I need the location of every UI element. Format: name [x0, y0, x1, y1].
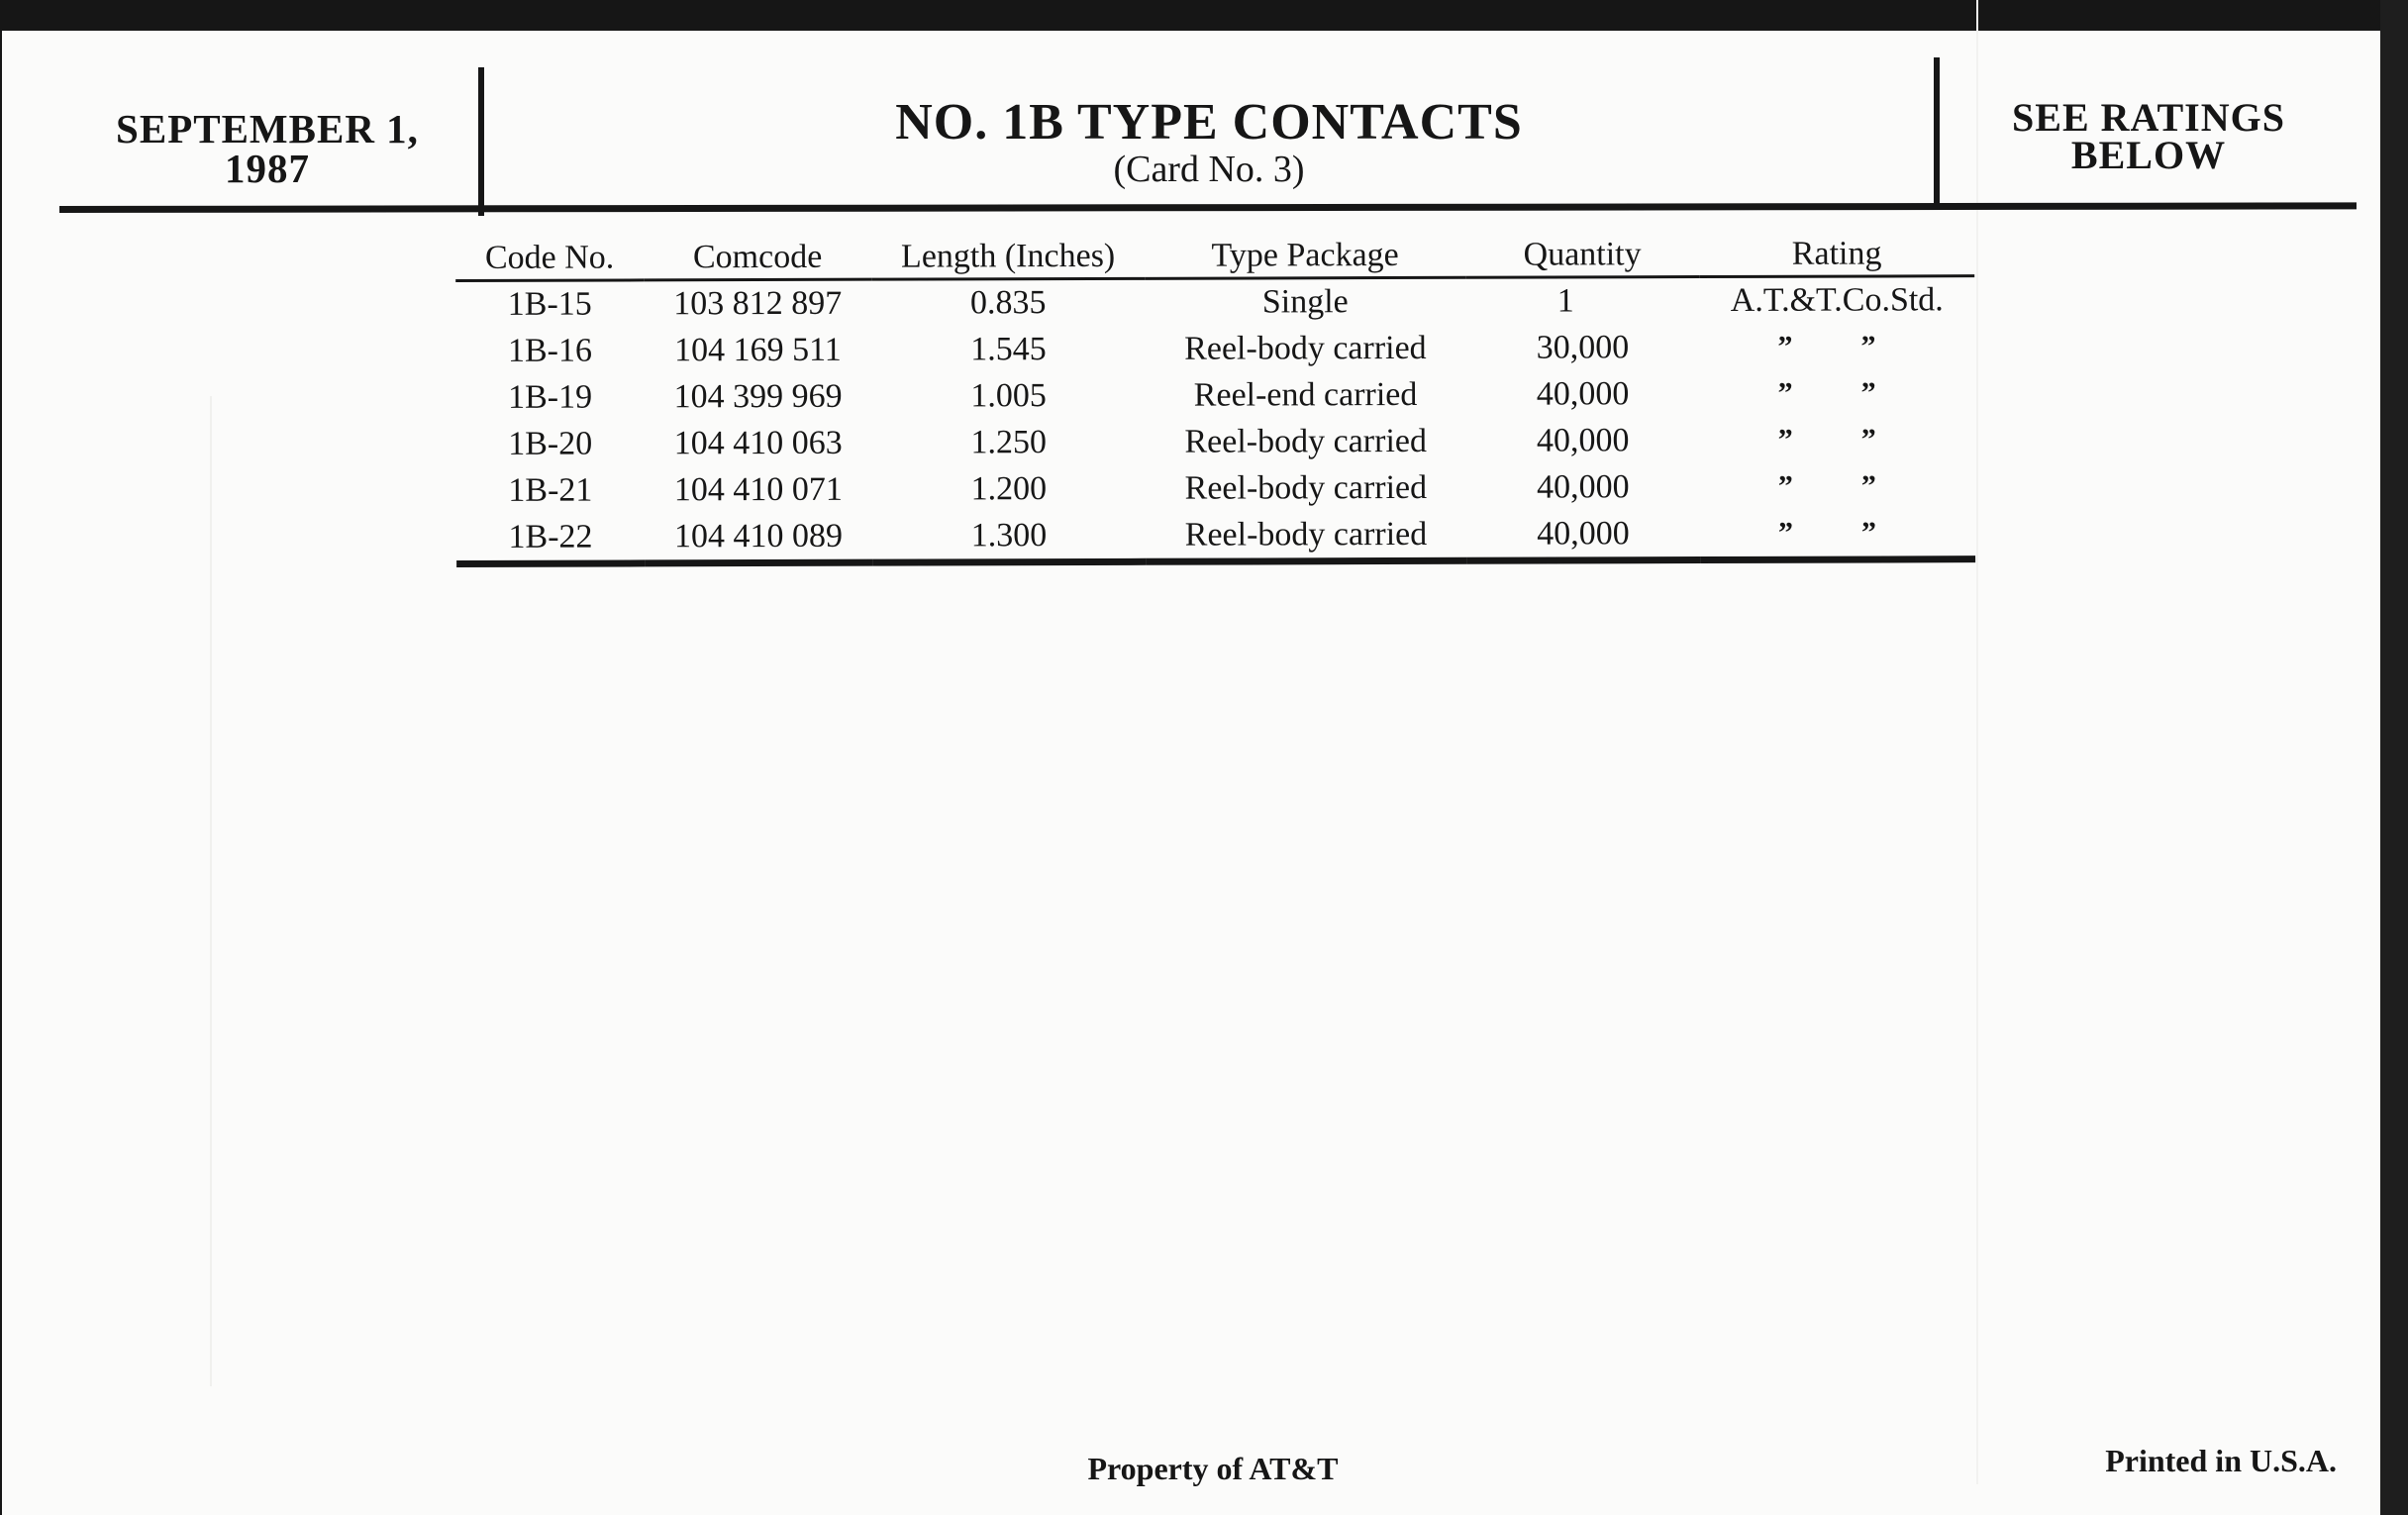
issue-date [79, 106, 455, 191]
cell-rating [1700, 462, 1975, 510]
cell-code: 1B-15 [507, 285, 592, 323]
ditto-mark: ” [1777, 423, 1794, 456]
cell-quantity: 40,000 [1536, 374, 1630, 413]
cell-quantity: 40,000 [1536, 421, 1630, 459]
cell-comcode: 104 410 089 [673, 517, 844, 555]
cell-comcode: 103 812 897 [673, 284, 843, 323]
column-header-code: Code No. [484, 239, 615, 276]
cell-code: 1B-21 [508, 471, 593, 509]
cell-length: 1.200 [970, 469, 1048, 507]
card-title: NO. 1B TYPE CONTACTS [895, 94, 1523, 151]
cell-package: Reel-body carried [1184, 515, 1428, 554]
table-row [456, 462, 1975, 514]
cell-rating [1700, 416, 1975, 463]
card-crease-left [210, 396, 212, 1386]
table-row [455, 369, 1974, 421]
cell-comcode: 104 410 063 [673, 424, 843, 461]
cell-quantity: 40,000 [1537, 514, 1630, 553]
column-header-rating: Rating [1791, 235, 1882, 272]
property-notice: Property of AT&T [1087, 1451, 1339, 1486]
cell-code: 1B-20 [508, 425, 593, 462]
cell-length: 1.005 [970, 376, 1047, 414]
cell-quantity: 30,000 [1536, 328, 1630, 366]
cell-package: Reel-body carried [1184, 329, 1427, 367]
table-row [455, 323, 1974, 374]
ditto-mark: ” [1860, 469, 1877, 503]
cell-package: Single [1261, 283, 1349, 321]
column-header-comcode: Comcode [692, 238, 823, 276]
card-subtitle: (Card No. 3) [1113, 149, 1305, 190]
cell-package: Reel-body carried [1184, 422, 1428, 460]
column-header-length: Length (Inches) [900, 237, 1116, 275]
cell-length: 1.545 [970, 330, 1047, 367]
ditto-mark: ” [1860, 330, 1877, 363]
cell-quantity: 1 [1556, 282, 1574, 320]
card-title-block [481, 95, 1937, 188]
ditto-mark: ” [1860, 376, 1877, 410]
cell-comcode: 104 410 071 [673, 470, 843, 508]
cell-quantity: 40,000 [1537, 467, 1630, 506]
cell-length: 1.250 [970, 423, 1048, 460]
ratings-note-line1: SEE RATINGS [2012, 95, 2285, 140]
cell-rating: A.T.&T.Co.Std. [1730, 281, 1944, 319]
cell-code: 1B-16 [507, 332, 592, 369]
cell-comcode: 104 399 969 [673, 377, 843, 415]
cell-rating [1700, 509, 1975, 559]
header-divider-right [1934, 57, 1940, 206]
table-row [455, 276, 1974, 328]
column-header-package: Type Package [1211, 237, 1399, 274]
ratings-note [1970, 95, 2327, 177]
issue-date-line2: 1987 [225, 146, 310, 191]
ditto-mark: ” [1860, 516, 1878, 550]
ditto-mark: ” [1860, 423, 1877, 456]
scan-border [2380, 0, 2408, 1515]
contacts-table [455, 215, 1975, 567]
cell-code: 1B-19 [508, 378, 593, 416]
table-header-row [455, 215, 1974, 280]
cell-package: Reel-end carried [1193, 375, 1418, 414]
cell-package: Reel-body carried [1184, 468, 1428, 507]
cell-rating [1699, 369, 1974, 417]
table-row [456, 416, 1975, 467]
cell-length: 0.835 [969, 284, 1047, 322]
card-crease-right [1976, 0, 1978, 1484]
ditto-mark: ” [1777, 330, 1794, 363]
ditto-mark: ” [1777, 376, 1794, 410]
table-row [456, 509, 1975, 563]
column-header-quantity: Quantity [1523, 236, 1642, 273]
cell-rating [1699, 323, 1974, 370]
printed-notice: Printed in U.S.A. [2105, 1443, 2337, 1478]
cell-code: 1B-22 [508, 518, 593, 556]
cell-comcode: 104 169 511 [673, 331, 842, 368]
issue-date-line1: SEPTEMBER 1, [116, 106, 419, 152]
ditto-mark: ” [1777, 516, 1795, 550]
ditto-mark: ” [1777, 469, 1794, 503]
ratings-note-line2: BELOW [2070, 133, 2227, 177]
cell-length: 1.300 [970, 516, 1048, 554]
